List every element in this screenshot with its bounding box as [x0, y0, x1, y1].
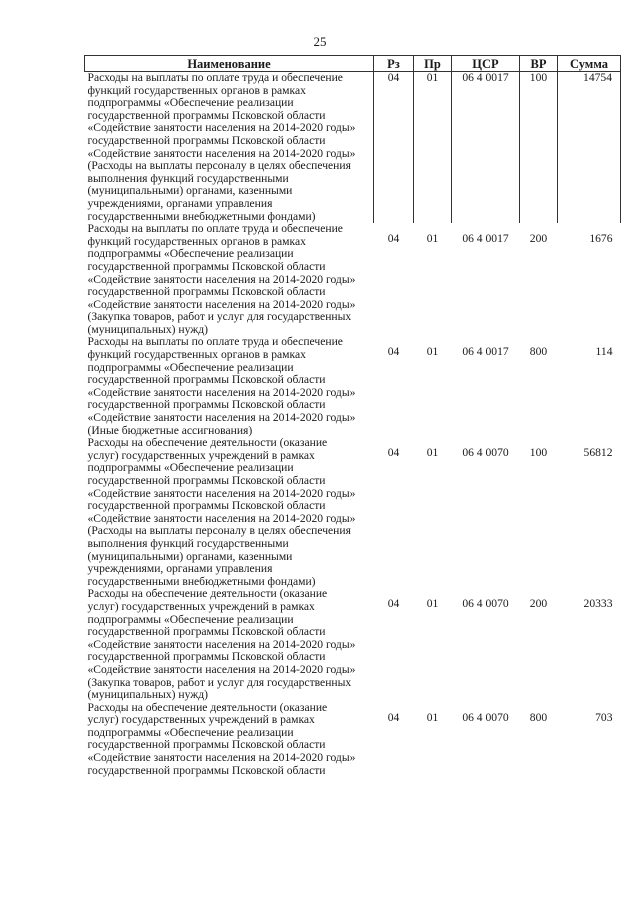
row-csr: 06 4 0017	[462, 232, 509, 246]
table-row	[85, 336, 621, 437]
row-name: Расходы на выплаты по оплате труда и обеспечение функций государственных органов в рамках подпрограммы «Обеспечение реализации государственной программы Псковской области «Содействие занятости населения на 2014-2020 годы» государственной программы Псковской области «Содействие занятости населения на 2014-2020 годы» (Закупка товаров, работ и услуг для государственных (муниципальных) нужд)	[87, 222, 356, 336]
row-pr: 01	[414, 72, 452, 224]
header-rz: Рз	[374, 56, 414, 72]
row-name: Расходы на обеспечение деятельности (оказание услуг) государственных учреждений в рамках подпрограммы «Обеспечение реализации государственной программы Псковской области «Содействие занятости населения на 2014-2020 годы» государственной программы Псковской области «Содействие занятости населения на 2014-2020 годы» (Закупка товаров, работ и услуг для государственных (муниципальных) нужд)	[87, 587, 356, 702]
row-pr: 01	[426, 710, 439, 724]
row-pr: 01	[426, 597, 439, 611]
row-name: Расходы на обеспечение деятельности (оказание услуг) государственных учреждений в рамках подпрограммы «Обеспечение реализации государственной программы Псковской области «Содействие занятости населения на 2014-2020 годы» государственной программы Псковской области	[87, 700, 356, 777]
header-pr: Пр	[414, 56, 452, 72]
row-sum: 20333	[583, 597, 613, 611]
row-rz: 04	[387, 597, 400, 611]
table-row	[85, 588, 621, 701]
row-name: Расходы на обеспечение деятельности (оказание услуг) государственных учреждений в рамках подпрограммы «Обеспечение реализации государственной программы Псковской области «Содействие занятости населения на 2014-2020 годы» государственной программы Псковской области «Содействие занятости населения на 2014-2020 годы» (Расходы на выплаты персоналу в целях обеспечения выполнения функций государственными (муниципальными) органами, казенными учреждениями, органами управления государственными внебюджетными фондами)	[87, 436, 356, 588]
row-vr: 100	[520, 72, 558, 224]
header-csr: ЦСР	[452, 56, 520, 72]
row-sum: 56812	[583, 446, 613, 460]
row-sum: 1676	[589, 232, 613, 246]
row-csr: 06 4 0070	[462, 710, 509, 724]
row-sum: 703	[595, 710, 613, 724]
table-body	[85, 72, 621, 778]
header-sum: Сумма	[558, 56, 621, 72]
row-rz: 04	[387, 232, 400, 246]
table-row	[85, 702, 621, 778]
row-rz: 04	[387, 710, 400, 724]
row-name: Расходы на выплаты по оплате труда и обеспечение функций государственных органов в рамках подпрограммы «Обеспечение реализации государственной программы Псковской области «Содействие занятости населения на 2014-2020 годы» государственной программы Псковской области «Содействие занятости населения на 2014-2020 годы» (Расходы на выплаты персоналу в целях обеспечения выполнения функций государственными (муниципальными) органами, казенными учреждениями, органами управления государственными внебюджетными фондами)	[85, 72, 374, 224]
budget-table-container	[84, 55, 620, 777]
row-name: Расходы на выплаты по оплате труда и обеспечение функций государственных органов в рамках подпрограммы «Обеспечение реализации государственной программы Псковской области «Содействие занятости населения на 2014-2020 годы» государственной программы Псковской области «Содействие занятости населения на 2014-2020 годы» (Иные бюджетные ассигнования)	[87, 335, 356, 437]
row-rz: 04	[387, 345, 400, 359]
budget-table	[84, 55, 621, 777]
page-number: 25	[313, 34, 327, 49]
row-vr: 200	[529, 232, 548, 246]
row-csr: 06 4 0070	[462, 597, 509, 611]
table-row	[85, 72, 621, 224]
table-row	[85, 437, 621, 588]
row-vr: 800	[529, 345, 548, 359]
row-csr: 06 4 0070	[462, 446, 509, 460]
row-pr: 01	[426, 446, 439, 460]
row-vr: 800	[529, 710, 548, 724]
row-csr: 06 4 0017	[452, 72, 520, 224]
table-row	[85, 223, 621, 336]
row-pr: 01	[426, 232, 439, 246]
row-csr: 06 4 0017	[462, 345, 509, 359]
row-vr: 200	[529, 597, 548, 611]
table-header	[85, 56, 621, 72]
table-header-row	[85, 56, 621, 72]
row-pr: 01	[426, 345, 439, 359]
header-vr: ВР	[520, 56, 558, 72]
row-rz: 04	[387, 446, 400, 460]
row-rz: 04	[374, 72, 414, 224]
row-vr: 100	[529, 446, 548, 460]
row-sum: 14754	[558, 72, 621, 224]
header-name: Наименование	[85, 56, 374, 72]
row-sum: 114	[595, 345, 613, 359]
